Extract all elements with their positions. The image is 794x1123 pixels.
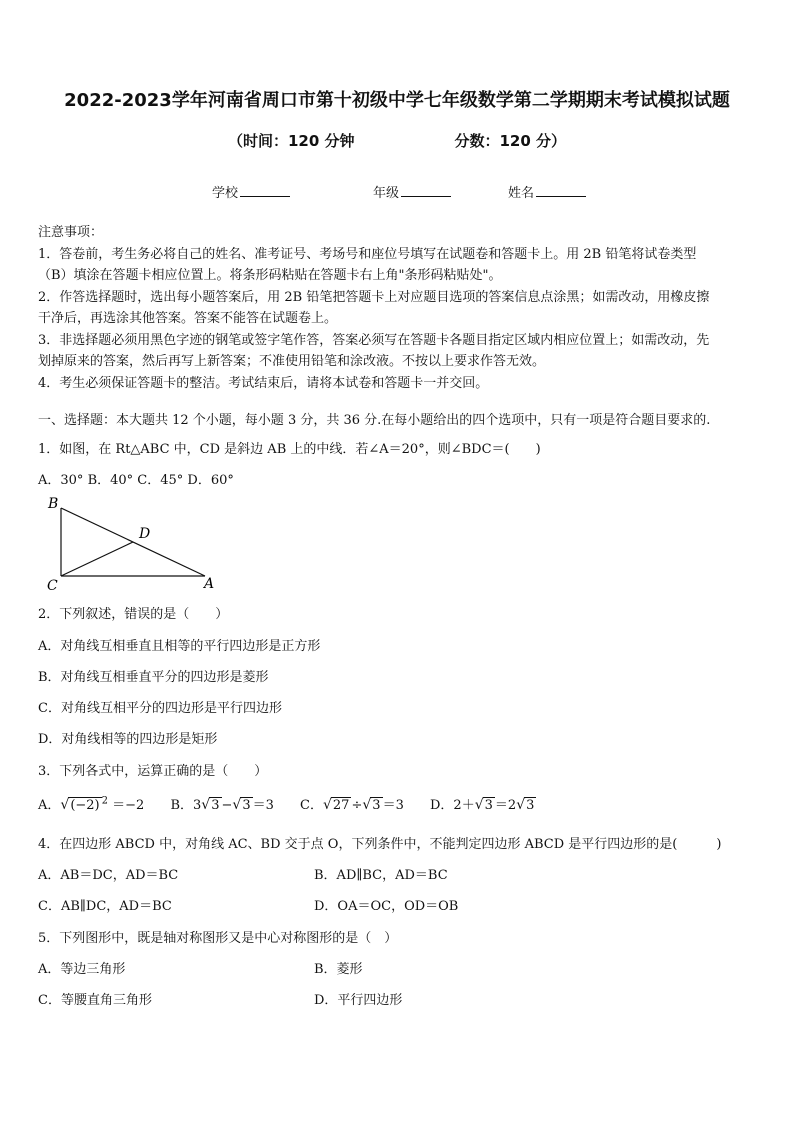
question-5-option-b: B．菱形 (314, 962, 363, 977)
note-line: 干净后，再选涂其他答案。答案不能答在试题卷上。 (38, 311, 338, 326)
time-label: （时间：120 分钟 (227, 132, 355, 150)
question-2-option-a: A．对角线互相垂直且相等的平行四边形是正方形 (38, 639, 321, 654)
question-2-option-b: B．对角线互相垂直平分的四边形是菱形 (38, 670, 269, 685)
note-line: （B）填涂在答题卡相应位置上。将条形码粘贴在答题卡右上角"条形码粘贴处"。 (38, 268, 502, 283)
note-line: 划掉原来的答案，然后再写上新答案；不准使用铅笔和涂改液。不按以上要求作答无效。 (38, 354, 546, 369)
notes-block (38, 222, 758, 394)
question-2-option-d: D．对角线相等的四边形是矩形 (38, 732, 218, 747)
name-field (508, 182, 586, 201)
note-line: 1．答卷前，考生务必将自己的姓名、准考证号、考场号和座位号填写在试题卷和答题卡上。用 2B 铅笔将试卷类型 (38, 246, 697, 262)
question-4-option-c: C．AB∥DC，AD＝BC (38, 899, 172, 914)
grade-label: 年级 (373, 186, 400, 201)
question-3-stem: 3．下列各式中，运算正确的是（ ） (38, 764, 268, 779)
name-label: 姓名 (508, 186, 535, 201)
question-5-option-c: C．等腰直角三角形 (38, 993, 152, 1008)
question-3-option-c: C．√27 ÷√3 ＝3 (300, 797, 404, 813)
notes-heading: 注意事项： (38, 225, 104, 240)
grade-field (373, 182, 451, 201)
label-c: C (47, 578, 58, 594)
question-5-option-d: D．平行四边形 (314, 993, 403, 1008)
question-4-stem: 4．在四边形 ABCD 中，对角线 AC、BD 交于点 O，下列条件中，不能判定四边形 ABCD 是平行四边形的是( ) (38, 837, 722, 852)
label-d: D (139, 526, 151, 542)
school-blank (240, 184, 290, 197)
label-b: B (48, 496, 59, 512)
exam-subtitle (0, 130, 794, 151)
grade-blank (401, 184, 451, 197)
question-4-option-b: B．AD∥BC，AD＝BC (314, 868, 448, 883)
question-5-stem: 5．下列图形中，既是轴对称图形又是中心对称图形的是（ ） (38, 931, 398, 946)
name-blank (536, 184, 586, 197)
triangle-figure (42, 494, 232, 594)
question-5-option-a: A．等边三角形 (38, 962, 126, 977)
question-4-option-d: D．OA＝OC，OD＝OB (314, 899, 459, 914)
school-field (212, 182, 290, 201)
note-line: 4．考生必须保证答题卡的整洁。考试结束后，请将本试卷和答题卡一并交回。 (38, 375, 489, 391)
question-3-option-a: A．√(−2) $^2$ ＝−2 (38, 795, 145, 813)
question-2-stem: 2．下列叙述，错误的是（ ） (38, 607, 229, 622)
question-1-options: A．30° B．40° C．45° D．60° (38, 473, 234, 488)
question-1-stem: 1．如图，在 Rt△ABC 中，CD 是斜边 AB 上的中线．若∠A＝20°，则∠BDC＝( ) (38, 442, 541, 457)
section-heading: 一、选择题：本大题共 12 个小题，每小题 3 分，共 36 分.在每小题给出的四个选项中，只有一项是符合题目要求的. (38, 413, 711, 428)
label-a: A (204, 576, 215, 592)
exam-title: 2022-2023学年河南省周口市第十初级中学七年级数学第二学期期末考试模拟试题 (64, 90, 730, 111)
question-2-option-c: C．对角线互相平分的四边形是平行四边形 (38, 701, 282, 716)
score-label: 分数：120 分） (454, 132, 567, 150)
note-line: 2．作答选择题时，选出每小题答案后，用 2B 铅笔把答题卡上对应题目选项的答案信息点涂黑；如需改动，用橡皮擦 (38, 289, 710, 305)
question-3-option-d: D．2＋√3 ＝2√3 (429, 797, 535, 813)
note-line: 3．非选择题必须用黑色字迹的钢笔或签字笔作答，答案必须写在答题卡各题目指定区域内相应位置上；如需改动，先 (38, 332, 710, 348)
question-3-option-b: B．3√3 −√3 ＝3 (170, 797, 274, 813)
median-cd (61, 542, 133, 576)
school-label: 学校 (212, 186, 239, 201)
question-3-options (38, 794, 558, 813)
question-4-option-a: A．AB＝DC，AD＝BC (38, 868, 179, 883)
